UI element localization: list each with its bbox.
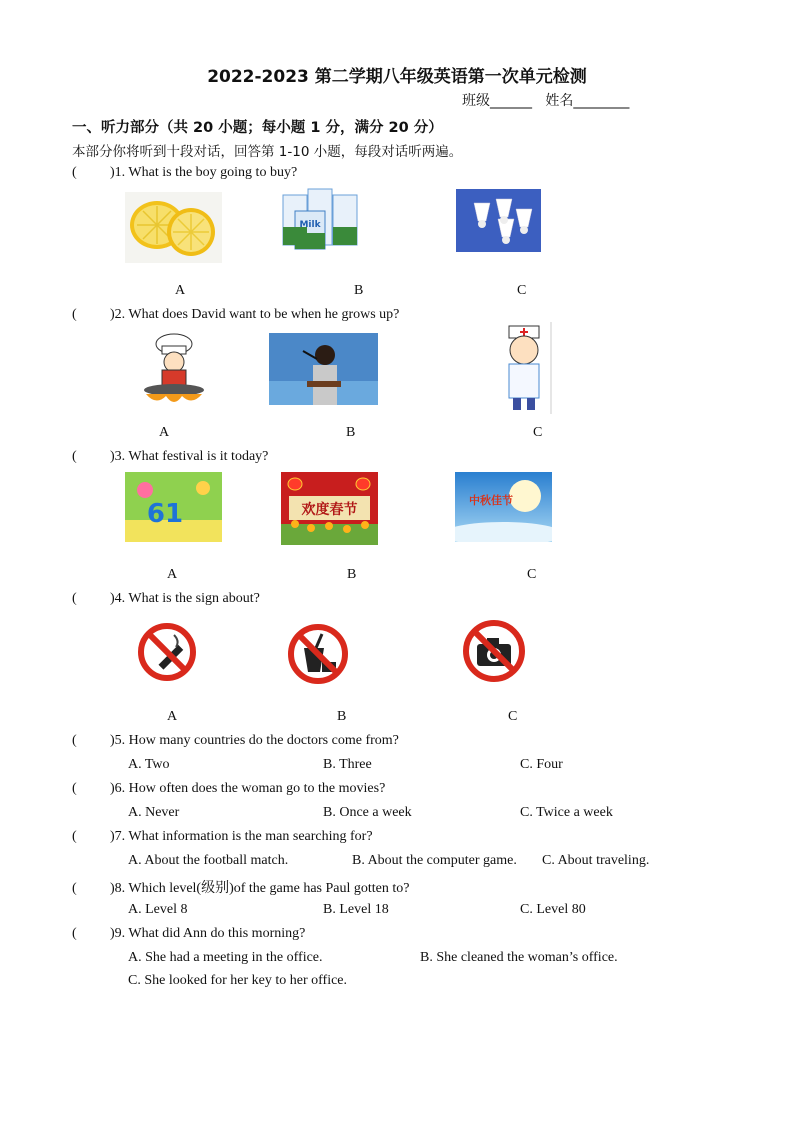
- answer-blank[interactable]: (: [72, 165, 77, 180]
- answer-blank[interactable]: (: [72, 926, 77, 941]
- option-label: B: [346, 425, 356, 440]
- no-food-drink-sign: [286, 622, 350, 686]
- section-intro: 本部分你将听到十段对话，回答第 1-10 小题，每段对话听两遍。: [72, 144, 463, 160]
- option-c: C. Twice a week: [520, 805, 613, 820]
- milk-text: Milk: [299, 220, 321, 230]
- question-text: )5. How many countries do the doctors come from?: [110, 733, 399, 748]
- question-text: )4. What is the sign about?: [110, 591, 260, 606]
- milk-cartons-photo: [281, 187, 359, 250]
- option-a: A. About the football match.: [128, 853, 289, 868]
- question-text: )2. What does David want to be when he grows up?: [110, 307, 400, 322]
- option-label: C: [533, 425, 543, 440]
- question-9: [72, 926, 305, 942]
- option-c: C. Level 80: [520, 902, 586, 917]
- lemon-photo: [125, 192, 222, 263]
- option-c: C. About traveling.: [542, 853, 650, 868]
- option-b: B. Once a week: [323, 805, 412, 820]
- option-label: A: [175, 283, 186, 298]
- question-text: )9. What did Ann do this morning?: [110, 926, 306, 941]
- answer-blank[interactable]: (: [72, 881, 77, 896]
- singer-photo: [269, 333, 378, 405]
- class-name-line: [462, 90, 629, 110]
- option-label: B: [354, 283, 364, 298]
- mid-autumn-card: [455, 472, 552, 542]
- option-b: B. She cleaned the woman’s office.: [420, 950, 618, 965]
- option-label: A: [167, 567, 178, 582]
- childrens-day-text: 61: [146, 499, 184, 529]
- question-text: )1. What is the boy going to buy?: [110, 165, 298, 180]
- answer-blank[interactable]: (: [72, 591, 77, 606]
- question-6: [72, 781, 385, 797]
- childrens-day-card: [125, 472, 222, 542]
- spring-festival-text: 欢度春节: [301, 502, 358, 518]
- question-4: [72, 591, 260, 607]
- option-b: B. About the computer game.: [352, 853, 517, 868]
- option-b: B. Three: [323, 757, 372, 772]
- section-heading: 一、听力部分（共 20 小题；每小题 1 分，满分 20 分）: [72, 120, 443, 136]
- name-field[interactable]: 姓名________: [545, 93, 630, 109]
- question-text: )6. How often does the woman go to the movies?: [110, 781, 386, 796]
- doctor-cartoon: [495, 322, 553, 414]
- option-label: C: [517, 283, 527, 298]
- answer-blank[interactable]: (: [72, 449, 77, 464]
- page-title: 2022-2023 第二学期八年级英语第一次单元检测: [207, 67, 587, 87]
- question-text: )8. Which level(级别)of the game has Paul gotten to?: [110, 881, 410, 896]
- shuttlecocks-photo: [456, 189, 541, 252]
- answer-blank[interactable]: (: [72, 307, 77, 322]
- no-smoking-sign: [136, 621, 198, 683]
- answer-blank[interactable]: (: [72, 733, 77, 748]
- option-label: C: [527, 567, 537, 582]
- class-field[interactable]: 班级______: [462, 93, 532, 109]
- option-a: A. Two: [128, 757, 170, 772]
- option-c: C. Four: [520, 757, 563, 772]
- question-text: )7. What information is the man searching for?: [110, 829, 373, 844]
- option-a: A. Never: [128, 805, 180, 820]
- question-1: [72, 165, 297, 181]
- question-8: [72, 877, 410, 897]
- option-a: A. She had a meeting in the office.: [128, 950, 323, 965]
- question-5: [72, 733, 399, 749]
- answer-blank[interactable]: (: [72, 829, 77, 844]
- option-label: B: [347, 567, 357, 582]
- option-label: C: [508, 709, 518, 724]
- question-7: [72, 829, 373, 845]
- mid-autumn-text: 中秋佳节: [469, 494, 513, 507]
- cook-cartoon: [136, 332, 212, 408]
- no-photos-sign: [461, 618, 527, 684]
- option-label: A: [159, 425, 170, 440]
- option-label: A: [167, 709, 178, 724]
- option-label: B: [337, 709, 347, 724]
- question-text: )3. What festival is it today?: [110, 449, 269, 464]
- option-a: A. Level 8: [128, 902, 188, 917]
- answer-blank[interactable]: (: [72, 781, 77, 796]
- question-3: [72, 449, 268, 465]
- spring-festival-card: [281, 472, 378, 545]
- option-b: B. Level 18: [323, 902, 389, 917]
- question-2: [72, 307, 399, 323]
- option-c: C. She looked for her key to her office.: [128, 973, 348, 988]
